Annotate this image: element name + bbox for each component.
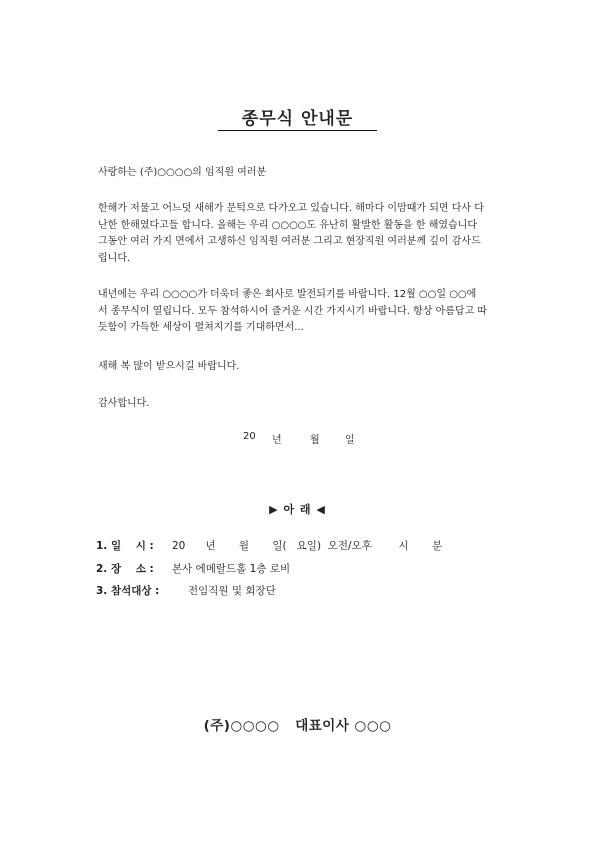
paragraph-2-line: 서 종무식이 열립니다. 모두 참석하시어 즐거운 시간 가지시기 바랍니다. 항상 아름답고 따	[98, 305, 488, 317]
date-year-unit: 년	[272, 435, 282, 446]
paragraph-1-line: 립니다.	[98, 252, 131, 264]
paragraph-2-line: 내년에는 우리 ○○○○가 더욱더 좋은 회사로 발전되기를 바랍니다. 12월 ○○일 ○○에	[98, 289, 477, 300]
item-value: 20 년 월 일( 요일) 오전/오후 시 분	[172, 540, 443, 552]
paragraph-2	[98, 287, 498, 337]
paragraph-1	[98, 201, 498, 267]
thanks-text: 감사합니다.	[98, 398, 150, 409]
item-label: 2. 장 소 :	[96, 563, 154, 575]
date-month-unit: 월	[310, 435, 320, 446]
greeting: 사랑하는 (주)○○○○의 임직원 여러분	[98, 167, 267, 178]
signature: (주)○○○○ 대표이사 ○○○	[203, 718, 392, 734]
item-label: 1. 일 시 :	[96, 540, 154, 552]
paragraph-1-line: 한해가 저물고 어느덧 새해가 문턱으로 다가오고 있습니다. 해마다 이맘때가 되면 다사 다	[98, 203, 484, 214]
item-value: 본사 에메랄드홀 1층 로비	[172, 563, 291, 575]
date-day-unit: 일	[345, 435, 355, 446]
paragraph-1-line: 그동안 여러 가지 면에서 고생하신 임직원 여러분 그리고 현장직원 여러분께 깊이 감사드	[98, 236, 481, 247]
item-value: 전임직원 및 회장단	[188, 585, 276, 597]
item-label: 3. 참석대상 :	[96, 585, 160, 597]
paragraph-1-line: 난한 한해였다고들 합니다. 올해는 우리 ○○○○도 유난히 활발한 활동을 한 해였습니다	[98, 219, 477, 231]
document-title: 종무식 안내문	[241, 109, 354, 129]
new-year-wish: 새해 복 많이 받으시길 바랍니다.	[98, 361, 240, 372]
title-underline	[218, 130, 377, 131]
paragraph-2-line: 듯함이 가득한 세상이 펼쳐지기를 기대하면서...	[98, 322, 304, 333]
notice-header: ▶ 아 래 ◀	[269, 503, 326, 516]
date-year-prefix: 20	[243, 431, 256, 442]
